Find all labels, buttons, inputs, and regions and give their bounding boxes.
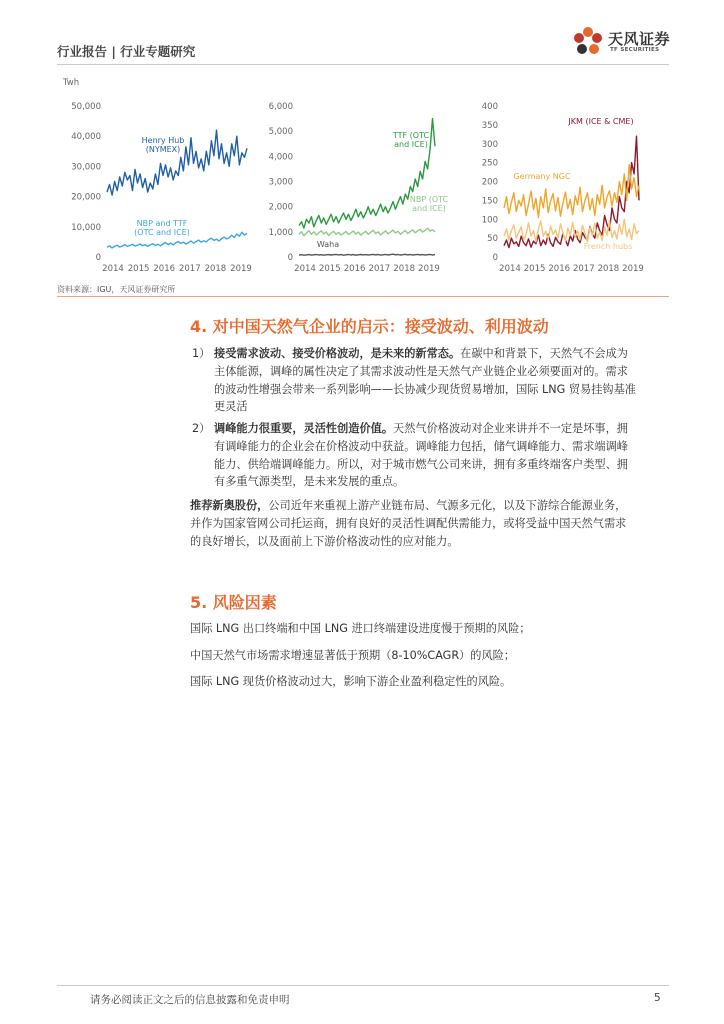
chart-2 — [269, 76, 469, 276]
chart-3-series-2-label: Germany NGC — [513, 172, 571, 181]
item-1-text — [214, 345, 672, 416]
item-2-line-2: 有调峰能力的企业会在价格波动中获益。调峰能力包括，储气调峰能力、需求端调峰 — [214, 439, 628, 453]
chart-3-xtick: 2016 — [548, 264, 571, 274]
chart-1-xtick: 2017 — [178, 264, 201, 274]
list-item-2 — [190, 420, 672, 492]
chart-3-svg — [469, 76, 669, 276]
chart-2-ytick: 2,000 — [268, 202, 293, 213]
logo-name: 天风证券 — [608, 30, 671, 48]
item-2-line-3: 能力、供给端调峰能力。所以，对于城市燃气公司来讲，拥有多重终端客户类型、拥 — [214, 457, 628, 471]
chart-3-xtick: 2018 — [597, 264, 620, 274]
chart-3-ytick: 100 — [481, 215, 498, 226]
header-divider — [57, 64, 669, 65]
header-title: 行业报告 | 行业专题研究 — [57, 44, 196, 59]
chart-1-xtick: 2018 — [204, 264, 227, 274]
chart-3-xtick: 2019 — [622, 264, 644, 274]
footer-divider — [57, 985, 669, 986]
chart-3-series-3-label: French hubs — [583, 242, 633, 251]
chart-1-ytick: 20,000 — [71, 192, 101, 203]
chart-3-ytick: 250 — [481, 158, 498, 169]
rec-line-2: 并作为国家管网公司托运商，拥有良好的灵活性调配供需能力，或将受益中国天然气需求 — [190, 516, 627, 530]
chart-2-ytick: 0 — [287, 253, 293, 263]
risk-3: 国际 LNG 现货价格波动过大，影响下游企业盈利稳定性的风险。 — [190, 675, 512, 688]
item-2-line-4: 有多重气源类型，是未来发展的重点。 — [214, 475, 405, 489]
chart-1 — [57, 76, 257, 276]
chart-1-ylabel: Twh — [63, 78, 80, 88]
logo-english: TF SECURITIES — [610, 47, 660, 53]
chart-2-series-1-label: and ICE) — [394, 140, 428, 149]
chart-2-series-2-label: and ICE) — [412, 204, 446, 213]
rec-rest: 公司近年来重视上游产业链布局、气源多元化，以及下游综合能源业务， — [268, 499, 627, 512]
chart-1-series-2-label: (OTC and ICE) — [134, 228, 190, 237]
chart-2-xtick: 2016 — [343, 264, 366, 274]
item-2-number: 2） — [192, 422, 211, 435]
item-1-line-3: 的波动性增强会带来一系列影响——长协减少现货贸易增加，国际 LNG 贸易挂钩基准 — [214, 382, 636, 396]
chart-2-xtick: 2015 — [318, 264, 341, 274]
chart-1-ytick: 30,000 — [71, 162, 101, 173]
item-2-text — [214, 420, 672, 491]
chart-3-ytick: 400 — [481, 102, 498, 112]
chart-source: 资料来源：IGU，天风证券研究所 — [57, 285, 176, 294]
chart-1-svg — [57, 76, 257, 276]
item-1-rest: 在碳中和背景下，天然气不会成为 — [460, 347, 628, 360]
chart-2-ytick: 4,000 — [268, 152, 293, 163]
chart-2-ytick: 5,000 — [268, 127, 293, 138]
rec-line-3: 的良好增长，以及面前上下游价格波动性的应对能力。 — [190, 534, 459, 548]
item-1-line-2: 主体能源，调峰的属性决定了其需求波动性是天然气产业链企业必须要面对的。需求 — [214, 364, 628, 378]
section-4-title: 4. 对中国天然气企业的启示：接受波动、利用波动 — [190, 317, 549, 336]
chart-1-series-1-label: Henry Hub — [141, 136, 185, 145]
chart-1-xtick: 2019 — [230, 264, 252, 274]
section-5-title: 5. 风险因素 — [190, 593, 277, 612]
chart-1-ytick: 0 — [95, 253, 101, 263]
page-number: 5 — [654, 992, 661, 1004]
chart-2-ytick: 6,000 — [268, 102, 293, 112]
item-1-bold: 接受需求波动、接受价格波动，是未来的新常态。 — [214, 347, 461, 360]
risk-2: 中国天然气市场需求增速显著低于预期（8-10%CAGR）的风险； — [190, 649, 516, 662]
source-divider — [57, 296, 669, 297]
rec-bold: 推荐新奥股份， — [190, 499, 269, 512]
rec-line-1 — [190, 497, 672, 515]
chart-2-series-3-label: Waha — [316, 240, 340, 249]
chart-3-ytick: 150 — [481, 196, 498, 207]
chart-3-ytick: 350 — [481, 120, 498, 131]
item-1-number: 1） — [192, 347, 211, 360]
item-2-line-1 — [214, 420, 672, 438]
item-2-bold: 调峰能力很重要，灵活性创造价值。 — [214, 422, 394, 435]
flower-logo-icon — [570, 24, 606, 60]
chart-1-xtick: 2016 — [153, 264, 176, 274]
chart-2-series-2-line — [299, 228, 435, 236]
chart-3-xtick: 2015 — [523, 264, 546, 274]
chart-1-xtick: 2015 — [127, 264, 150, 274]
chart-2-svg — [269, 76, 469, 276]
item-1-line-4: 更灵活 — [214, 400, 248, 414]
risk-1: 国际 LNG 出口终端和中国 LNG 进口终端建设进度慢于预期的风险； — [190, 622, 531, 635]
price-charts — [57, 76, 669, 276]
chart-3-ytick: 0 — [492, 253, 498, 263]
item-2-rest: 天然气价格波动对企业来讲并不一定是坏事，拥 — [393, 422, 628, 435]
chart-3 — [469, 76, 669, 276]
chart-2-series-2-label: NBP (OTC — [409, 195, 449, 204]
chart-3-ytick: 200 — [481, 177, 498, 188]
chart-2-ytick: 1,000 — [268, 227, 293, 238]
chart-3-ytick: 300 — [481, 139, 498, 150]
chart-3-xtick: 2017 — [572, 264, 595, 274]
chart-3-ytick: 50 — [487, 234, 498, 245]
chart-2-xtick: 2018 — [393, 264, 416, 274]
chart-1-series-2-label: NBP and TTF — [136, 219, 188, 228]
chart-2-xtick: 2019 — [418, 264, 440, 274]
recommendation-paragraph — [190, 497, 672, 550]
company-logo — [570, 22, 680, 62]
chart-2-xtick: 2014 — [294, 264, 316, 274]
chart-1-ytick: 50,000 — [71, 102, 101, 112]
chart-3-xtick: 2014 — [499, 264, 521, 274]
chart-1-ytick: 40,000 — [71, 132, 101, 143]
chart-1-xtick: 2014 — [102, 264, 124, 274]
footer-disclaimer: 请务必阅读正文之后的信息披露和免责申明 — [90, 994, 290, 1006]
chart-3-series-1-label: JKM (ICE & CME) — [568, 117, 634, 126]
chart-2-series-3-line — [299, 254, 435, 255]
list-item-1 — [190, 345, 672, 417]
chart-2-ytick: 3,000 — [268, 177, 293, 188]
chart-1-ytick: 10,000 — [71, 222, 101, 233]
chart-1-series-1-label: (NYMEX) — [145, 145, 181, 154]
chart-2-xtick: 2017 — [368, 264, 391, 274]
item-1-line-1 — [214, 345, 672, 363]
chart-2-series-1-label: TTF (OTC — [392, 131, 430, 140]
